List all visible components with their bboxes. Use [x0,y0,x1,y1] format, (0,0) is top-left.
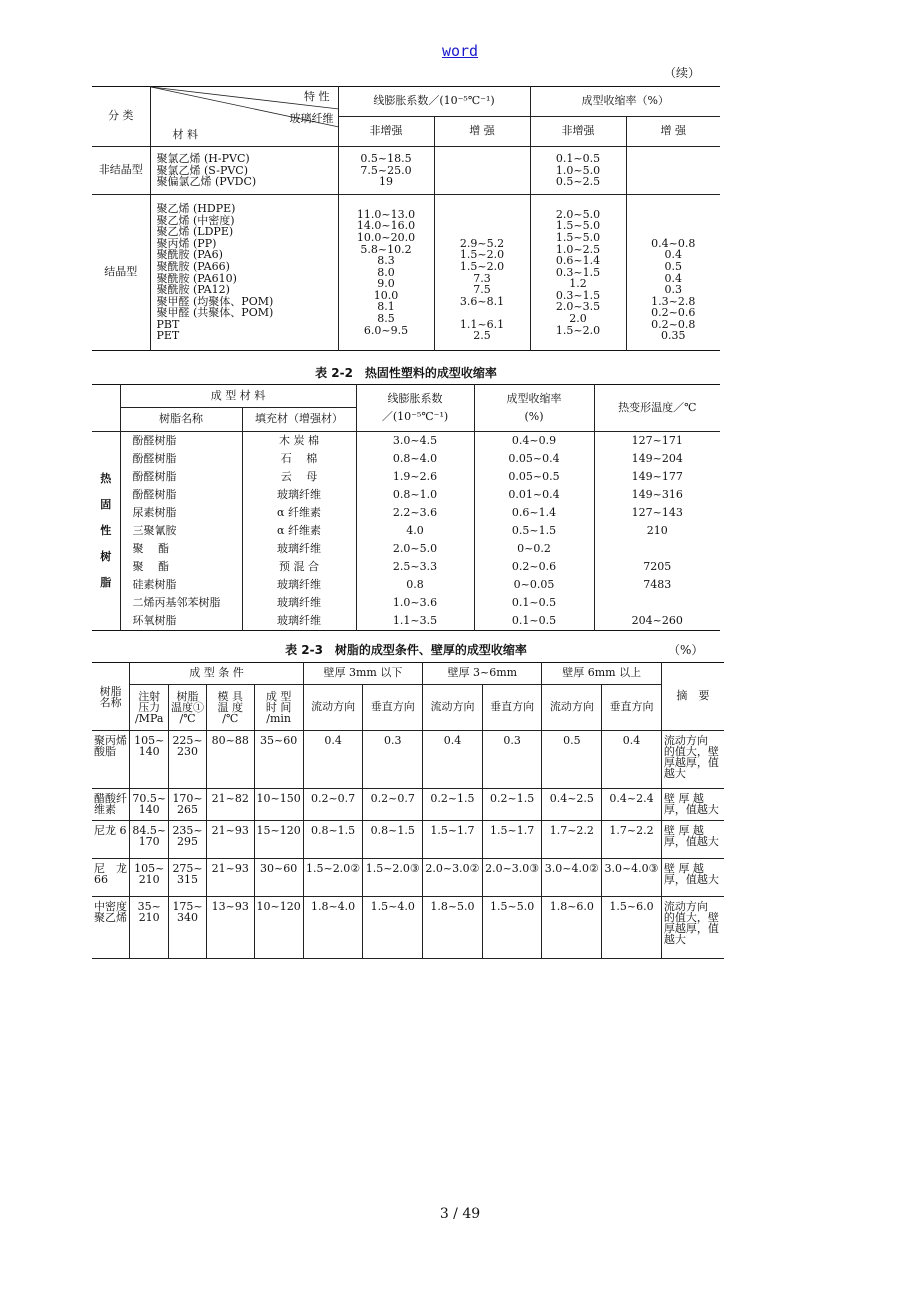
t2-heat: 210 [646,523,668,537]
page-number: 3 / 49 [439,1206,481,1222]
t3-value: 1.5~2.0② [303,859,363,897]
t2-side-char: 脂 [100,576,112,589]
t3-h-w2: 壁厚 3~6mm [423,663,542,685]
t2-filler: 云 母 [242,468,356,486]
t1-shr-rein: 0.4~0.8 0.4 0.5 0.4 0.3 1.3~2.8 0.2~0.6 0.2~0.8 0.35 [651,236,696,343]
t2-shr: 0.1~0.5 [474,594,594,612]
t3-value: 0.2~1.5 [482,789,542,821]
t3-value: 1.5~2.0③ [363,859,423,897]
t3-name: 中密度 聚乙烯 [92,897,130,959]
t3-value: 0.4~2.4 [602,789,662,821]
t2-resin: 尿素树脂 [120,504,242,522]
t2-heat: 149~204 [631,451,683,465]
table3-caption: 表 2-3 树脂的成型条件、壁厚的成型收缩率 [285,643,527,657]
t2-resin: 酚醛树脂 [120,486,242,504]
table-row [92,504,720,522]
t3-pressure: 105~ 140 [130,731,169,789]
t3-h-c2: 树脂 温度① /℃ [169,685,207,731]
header-word-link[interactable]: word [441,42,479,60]
t2-filler: 玻璃纤维 [242,594,356,612]
t3-value: 1.7~2.2 [602,821,662,859]
t2-filler: 玻璃纤维 [242,486,356,504]
t3-name: 醋酸纤 维素 [92,789,130,821]
t1-h-category: 分 类 [92,87,150,147]
t2-filler: α 纤维素 [242,504,356,522]
t2-resin: 硅素树脂 [120,576,242,594]
t3-value: 0.3 [482,731,542,789]
t3-h-perp-2: 垂直方向 [482,685,542,731]
t1-exp-rein [434,147,530,195]
t2-side-char: 性 [100,524,112,537]
t3-name: 尼龙 6 [92,821,130,859]
t2-resin: 聚 酯 [120,540,242,558]
t2-h-filler: 填充材（增强材） [242,408,356,432]
t2-exp: 0.8~4.0 [356,450,474,468]
t3-time: 30~60 [254,859,303,897]
t2-h-shr1: 成型收缩率 [506,392,562,405]
t3-mold-temp: 21~93 [207,859,254,897]
t1-diag-top: 特 性 [304,90,330,103]
t2-h-corner [92,385,120,432]
table-row [92,195,720,351]
t2-filler: 玻璃纤维 [242,540,356,558]
t3-value: 0.4~2.5 [542,789,602,821]
t2-heat: 149~316 [631,487,683,501]
t3-h-perp-3: 垂直方向 [602,685,662,731]
t2-exp: 1.9~2.6 [356,468,474,486]
t3-h-flow-2: 流动方向 [423,685,483,731]
t2-exp: 2.0~5.0 [356,540,474,558]
table1 [92,86,720,351]
table2-container [92,384,720,631]
t2-heat: 127~143 [631,505,683,519]
t3-temp: 225~ 230 [169,731,207,789]
t1-diag-mid: 玻璃纤维 [289,112,334,125]
t3-temp: 175~ 340 [169,897,207,959]
t2-filler: 玻璃纤维 [242,576,356,594]
t2-resin: 环氧树脂 [120,612,242,631]
table1-container [92,86,720,351]
table3-container [92,662,724,959]
t3-pressure: 70.5~ 140 [130,789,169,821]
t2-shr: 0.01~0.4 [474,486,594,504]
t2-resin: 二烯丙基邻苯树脂 [120,594,242,612]
t2-heat: 204~260 [631,613,683,627]
t3-temp: 275~ 315 [169,859,207,897]
t3-value: 1.5~4.0 [363,897,423,959]
t2-shr: 0.05~0.4 [474,450,594,468]
t3-value: 0.8~1.5 [363,821,423,859]
t3-value: 2.0~3.0② [423,859,483,897]
t2-shr: 0.05~0.5 [474,468,594,486]
t1-exp-non: 11.0~13.0 14.0~16.0 10.0~20.0 5.8~10.2 8.3 8.0 9.0 10.0 8.1 8.5 6.0~9.5 [338,195,434,351]
t1-diagonal-header [150,87,338,147]
t3-pressure: 35~ 210 [130,897,169,959]
t2-h-exp1: 线膨胀系数 [387,392,443,405]
t3-time: 10~150 [254,789,303,821]
t3-value: 1.7~2.2 [542,821,602,859]
t3-time: 10~120 [254,897,303,959]
t2-heat: 7205 [643,559,672,573]
t3-mold-temp: 21~82 [207,789,254,821]
t2-heat [594,540,720,558]
t2-filler: 玻璃纤维 [242,612,356,631]
t3-value: 0.2~0.7 [303,789,363,821]
table-row [92,558,720,576]
t2-exp: 2.5~3.3 [356,558,474,576]
t3-value: 0.2~1.5 [423,789,483,821]
t3-h-w1: 壁厚 3mm 以下 [303,663,422,685]
t1-shr-non: 0.1~0.5 1.0~5.0 0.5~2.5 [530,147,626,195]
t2-exp: 4.0 [356,522,474,540]
table-row [92,147,720,195]
t3-h-w3: 壁厚 6mm 以上 [542,663,661,685]
t3-h-perp-1: 垂直方向 [363,685,423,731]
t1-h-expansion: 线膨胀系数／(10⁻⁵℃⁻¹) [338,87,530,117]
t2-h-material: 成 型 材 料 [120,385,356,408]
t2-heat [594,594,720,612]
t2-resin: 酚醛树脂 [120,450,242,468]
t3-value: 0.4 [602,731,662,789]
t2-shr: 0~0.05 [474,576,594,594]
t2-resin: 酚醛树脂 [120,432,242,451]
t2-shr: 0~0.2 [474,540,594,558]
t2-side-char: 热 [100,472,112,485]
t2-resin: 酚醛树脂 [120,468,242,486]
t3-h-note: 摘 要 [661,663,724,731]
t2-shr: 0.1~0.5 [474,612,594,631]
t3-value: 3.0~4.0③ [602,859,662,897]
t2-resin: 聚 酯 [120,558,242,576]
t3-value: 0.5 [542,731,602,789]
t3-note: 壁 厚 越 厚，值越大 [661,821,724,859]
table-row [92,859,724,897]
t2-heat: 7483 [643,577,672,591]
t3-h-flow-1: 流动方向 [303,685,363,731]
t3-value: 0.4 [303,731,363,789]
t2-filler: 石 棉 [242,450,356,468]
t3-note: 流动方向 的值大，壁 厚越厚，值 越大 [661,731,724,789]
table3-unit: （%） [668,643,704,657]
t2-exp: 1.0~3.6 [356,594,474,612]
t1-h-shr-rein: 增 强 [626,117,720,147]
table-row [92,897,724,959]
t2-exp: 1.1~3.5 [356,612,474,631]
t2-side-char: 树 [100,550,112,563]
table2-caption: 表 2-2 热固性塑料的成型收缩率 [315,366,497,380]
table-row [92,432,720,451]
t1-h-shrink: 成型收缩率（%） [530,87,720,117]
t3-pressure: 84.5~ 170 [130,821,169,859]
table-row [92,821,724,859]
t1-diag-bottom: 材 料 [172,128,198,141]
t3-name: 聚丙烯 酸脂 [92,731,130,789]
t3-value: 1.8~4.0 [303,897,363,959]
t3-mold-temp: 80~88 [207,731,254,789]
t3-value: 1.5~5.0 [482,897,542,959]
t3-value: 1.5~1.7 [482,821,542,859]
t1-materials: 聚乙烯 (HDPE) 聚乙烯 (中密度) 聚乙烯 (LDPE) 聚丙烯 (PP) 聚酰胺 (PA6) 聚酰胺 (PA66) 聚酰胺 (PA610) 聚酰胺 (PA12) 聚甲醛 (均聚体、POM) 聚甲醛 (共聚体、POM) PBT PET [150,195,338,351]
t2-heat: 149~177 [631,469,683,483]
table-row [92,731,724,789]
t3-value: 1.8~5.0 [423,897,483,959]
t2-shr: 0.5~1.5 [474,522,594,540]
t3-value: 1.5~1.7 [423,821,483,859]
t3-note: 壁 厚 越 厚，值越大 [661,789,724,821]
t1-h-exp-non: 非增强 [338,117,434,147]
t3-value: 0.3 [363,731,423,789]
t2-h-shr [474,385,594,432]
t2-side-char: 固 [100,498,112,511]
t2-h-resin: 树脂名称 [120,408,242,432]
t3-time: 35~60 [254,731,303,789]
t1-h-exp-rein: 增 强 [434,117,530,147]
table-row [92,576,720,594]
t3-value: 1.8~6.0 [542,897,602,959]
t3-h-c1: 注射 压力 /MPa [130,685,169,731]
t2-h-exp2: ／(10⁻⁵℃⁻¹) [381,410,449,423]
table2 [92,384,720,631]
t1-exp-non: 0.5~18.5 7.5~25.0 19 [338,147,434,195]
t1-shr-non: 2.0~5.0 1.5~5.0 1.5~5.0 1.0~2.5 0.6~1.4 0.3~1.5 1.2 0.3~1.5 2.0~3.5 2.0 1.5~2.0 [530,195,626,351]
t1-category: 结晶型 [92,195,150,351]
t2-shr: 0.6~1.4 [474,504,594,522]
t3-h-resin: 树脂 名称 [92,663,130,731]
t2-side-label [92,432,120,631]
t2-resin: 三聚氰胺 [120,522,242,540]
t2-exp: 2.2~3.6 [356,504,474,522]
t3-h-c4: 成 型 时 间 /min [254,685,303,731]
t3-note: 壁 厚 越 厚，值越大 [661,859,724,897]
t1-h-shr-non: 非增强 [530,117,626,147]
t2-exp: 0.8~1.0 [356,486,474,504]
table-row [92,468,720,486]
table-row [92,486,720,504]
t3-mold-temp: 21~93 [207,821,254,859]
t2-h-heat: 热变形温度／℃ [594,385,720,432]
t3-temp: 170~ 265 [169,789,207,821]
t3-mold-temp: 13~93 [207,897,254,959]
table-row [92,540,720,558]
table-row [92,594,720,612]
t1-category: 非结晶型 [92,147,150,195]
table-row [92,522,720,540]
t3-h-c3: 模 具 温 度 /℃ [207,685,254,731]
t3-pressure: 105~ 210 [130,859,169,897]
table-row [92,612,720,631]
t3-temp: 235~ 295 [169,821,207,859]
t1-shr-rein [626,147,720,195]
t3-time: 15~120 [254,821,303,859]
t3-note: 流动方向 的值大，壁 厚越厚，值 越大 [661,897,724,959]
t2-filler: 木 炭 棉 [242,432,356,451]
t2-exp: 3.0~4.5 [356,432,474,451]
t3-h-flow-3: 流动方向 [542,685,602,731]
t3-value: 0.8~1.5 [303,821,363,859]
t3-h-cond: 成 型 条 件 [130,663,303,685]
t1-exp-rein: 2.9~5.2 1.5~2.0 1.5~2.0 7.3 7.5 3.6~8.1 1.1~6.1 2.5 [434,195,530,351]
t2-heat: 127~171 [631,433,683,447]
table-row [92,789,724,821]
t3-value: 0.4 [423,731,483,789]
t2-shr: 0.2~0.6 [474,558,594,576]
t3-value: 0.2~0.7 [363,789,423,821]
t3-value: 2.0~3.0③ [482,859,542,897]
t3-name: 尼 龙 66 [92,859,130,897]
table-row [92,450,720,468]
t2-filler: α 纤维素 [242,522,356,540]
t3-value: 1.5~6.0 [602,897,662,959]
t1-materials: 聚氯乙烯 (H-PVC) 聚氯乙烯 (S-PVC) 聚偏氯乙烯 (PVDC) [150,147,338,195]
t2-exp: 0.8 [356,576,474,594]
t3-value: 3.0~4.0② [542,859,602,897]
continued-label: （续） [663,66,700,80]
t2-filler: 预 混 合 [242,558,356,576]
t2-h-exp [356,385,474,432]
t2-h-shr2: (%) [524,410,544,423]
table3 [92,662,724,959]
t2-shr: 0.4~0.9 [474,432,594,451]
